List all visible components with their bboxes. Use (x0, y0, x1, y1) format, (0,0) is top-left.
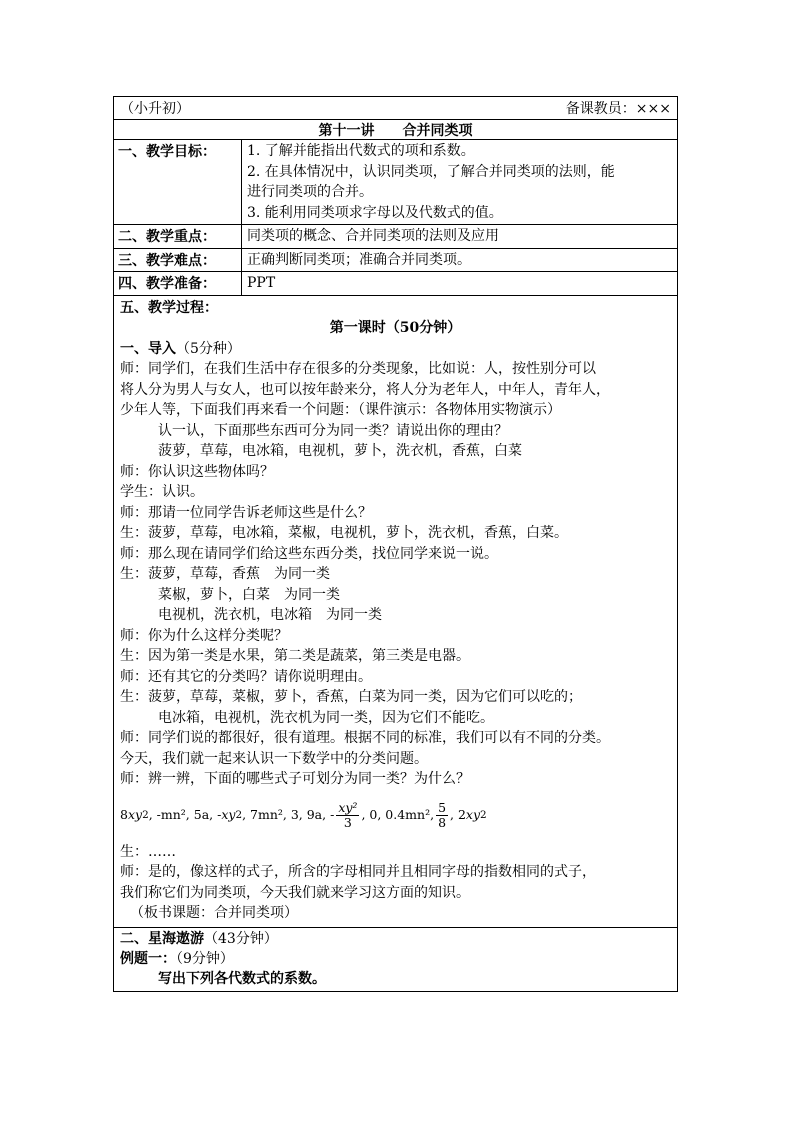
fraction-xy2-over-3 (336, 801, 359, 830)
dialogue-line: 我们称它们为同类项，今天我们就来学习这方面的知识。 (120, 884, 470, 901)
formula-exp: 2 (142, 809, 149, 822)
dialogue-line: 生：…… (120, 843, 176, 860)
dialogue-line: 师：还有其它的分类吗？请你说明理由。 (120, 668, 372, 685)
header-row (114, 97, 677, 120)
section2-time: （43分钟） (204, 930, 278, 947)
dialogue-line: 师：辨一辨，下面的哪些式子可划分为同一类？为什么？ (120, 771, 470, 787)
goal-line: 3. 能利用同类项求字母以及代数式的值。 (247, 204, 503, 221)
formula-part: , -mn², 5a, - (148, 807, 222, 823)
section2 (114, 928, 677, 991)
dialogue-line: 认一认，下面那些东西可分为同一类？请说出你的理由？ (158, 422, 508, 439)
process-section (114, 296, 677, 927)
dialogue-line: 菠萝，草莓，电冰箱，电视机，萝卜，洗衣机，香蕉，白菜 (158, 443, 522, 459)
label-key-points: 二、教学重点： (114, 225, 242, 248)
label-difficulties: 三、教学难点： (114, 249, 242, 272)
dialogue-line: 电视机，洗衣机，电冰箱 为同一类 (158, 607, 382, 623)
header-right: 备课教员：××× (565, 101, 671, 117)
process-heading: 五、教学过程： (120, 299, 218, 316)
formula-exp: 2 (235, 809, 243, 822)
difficulties-text: 正确判断同类项；准确合并同类项。 (247, 251, 471, 268)
dialogue-line: 电冰箱，电视机，洗衣机为同一类，因为它们不能吃。 (158, 709, 494, 726)
dialogue-line: 生：菠萝，草莓，电冰箱，菜椒，电视机，萝卜，洗衣机，香蕉，白菜。 (120, 525, 568, 541)
fraction-5-over-8 (436, 801, 448, 830)
dialogue-line: 将人分为男人与女人，也可以按年龄来分，将人分为老年人，中年人，青年人， (120, 381, 610, 398)
dialogue-line: 生：菠萝，草莓，菜椒，萝卜，香蕉，白菜为同一类，因为它们可以吃的； (120, 689, 582, 705)
formula-part: 8 (120, 807, 128, 823)
dialogue-line: 生：菠萝，草莓，香蕉 为同一类 (120, 566, 330, 582)
intro-time: （5分种） (176, 340, 241, 357)
lesson-plan-table (113, 96, 678, 992)
dialogue-block (120, 359, 671, 790)
dialogue-line: 今天，我们就一起来认识一下数学中的分类问题。 (120, 750, 428, 767)
fraction-numerator: 5 (438, 800, 447, 815)
dialogue-line: 师：是的，像这样的式子，所含的字母相同并且相同字母的指数相同的式子， (120, 864, 596, 880)
label-goals: 一、教学目标： (114, 140, 242, 224)
dialogue-line: 学生：认识。 (120, 484, 204, 500)
dialogue-line: 生：因为第一类是水果，第二类是蔬菜，第三类是电器。 (120, 648, 470, 664)
dialogue-line: （板书课题：合并同类项） (130, 905, 298, 921)
fraction-numerator: xy² (338, 800, 358, 815)
content-key-points (242, 225, 677, 248)
example-task-text: 写出下列各代数式的系数。 (158, 970, 326, 987)
example-task (120, 969, 671, 989)
dialogue-line: 师：同学们，在我们生活中存在很多的分类现象，比如说：人，按性别分可以 (120, 361, 596, 377)
example-title: 例题一： (120, 950, 176, 967)
row-key-points (114, 225, 677, 249)
label-preparation: 四、教学准备： (114, 272, 242, 295)
example-heading (120, 949, 671, 969)
intro-heading (120, 339, 671, 360)
dialogue-line: 师：同学们说的都很好，很有道理。根据不同的标准，我们可以有不同的分类。 (120, 730, 610, 746)
formula-list (120, 790, 671, 842)
content-goals (242, 140, 677, 224)
dialogue-line: 师：你认识这些物体吗？ (120, 463, 274, 480)
formula-part: , 0, 0.4mn², (361, 807, 435, 823)
formula-part: , 7mn², 3, 9a, - (242, 807, 335, 823)
dialogue-line: 菜椒，萝卜，白菜 为同一类 (158, 586, 340, 603)
goal-line: 1. 了解并能指出代数式的项和系数。 (247, 143, 475, 159)
row-difficulties (114, 249, 677, 273)
example-time: （9分钟） (176, 950, 234, 967)
dialogue-line: 师：那请一位同学告诉老师这些是什么？ (120, 504, 372, 521)
formula-exp: 2 (480, 809, 487, 822)
formula-var: xy (221, 807, 236, 823)
section2-title: 二、星海遨游 (120, 930, 204, 947)
formula-var: xy (465, 807, 481, 823)
row-process (114, 296, 677, 928)
formula-part: , 2 (450, 807, 466, 823)
goal-line: 进行同类项的合并。 (247, 184, 373, 200)
intro-title: 一、导入 (120, 340, 176, 357)
lesson-period (120, 318, 671, 339)
dialogue-line: 师：那么现在请同学们给这些东西分类，找位同学来说一说。 (120, 545, 498, 562)
after-formula-block (120, 842, 671, 924)
goal-line: 2. 在具体情况中，认识同类项，了解合并同类项的法则，能 (247, 163, 615, 180)
formula-var: xy (127, 807, 143, 823)
row-goals (114, 140, 677, 225)
content-difficulties (242, 249, 677, 272)
dialogue-line: 少年人等，下面我们再来看一个问题：（课件演示：各物体用实物演示） (120, 402, 561, 418)
content-preparation (242, 272, 677, 295)
key-points-text: 同类项的概念、合并同类项的法则及应用 (247, 228, 499, 244)
lesson-title: 第十一讲 合并同类项 (318, 122, 473, 139)
fraction-denominator: 8 (438, 815, 447, 830)
lesson-period-text: 第一课时（50分钟） (329, 320, 462, 336)
row-preparation (114, 272, 677, 296)
row-section2 (114, 928, 677, 991)
preparation-text: PPT (247, 275, 276, 291)
dialogue-line: 师：你为什么这样分类呢？ (120, 627, 288, 644)
header-left: （小升初） (120, 101, 190, 117)
section2-heading (120, 929, 671, 949)
fraction-denominator: 3 (343, 815, 352, 830)
title-row (114, 120, 677, 140)
